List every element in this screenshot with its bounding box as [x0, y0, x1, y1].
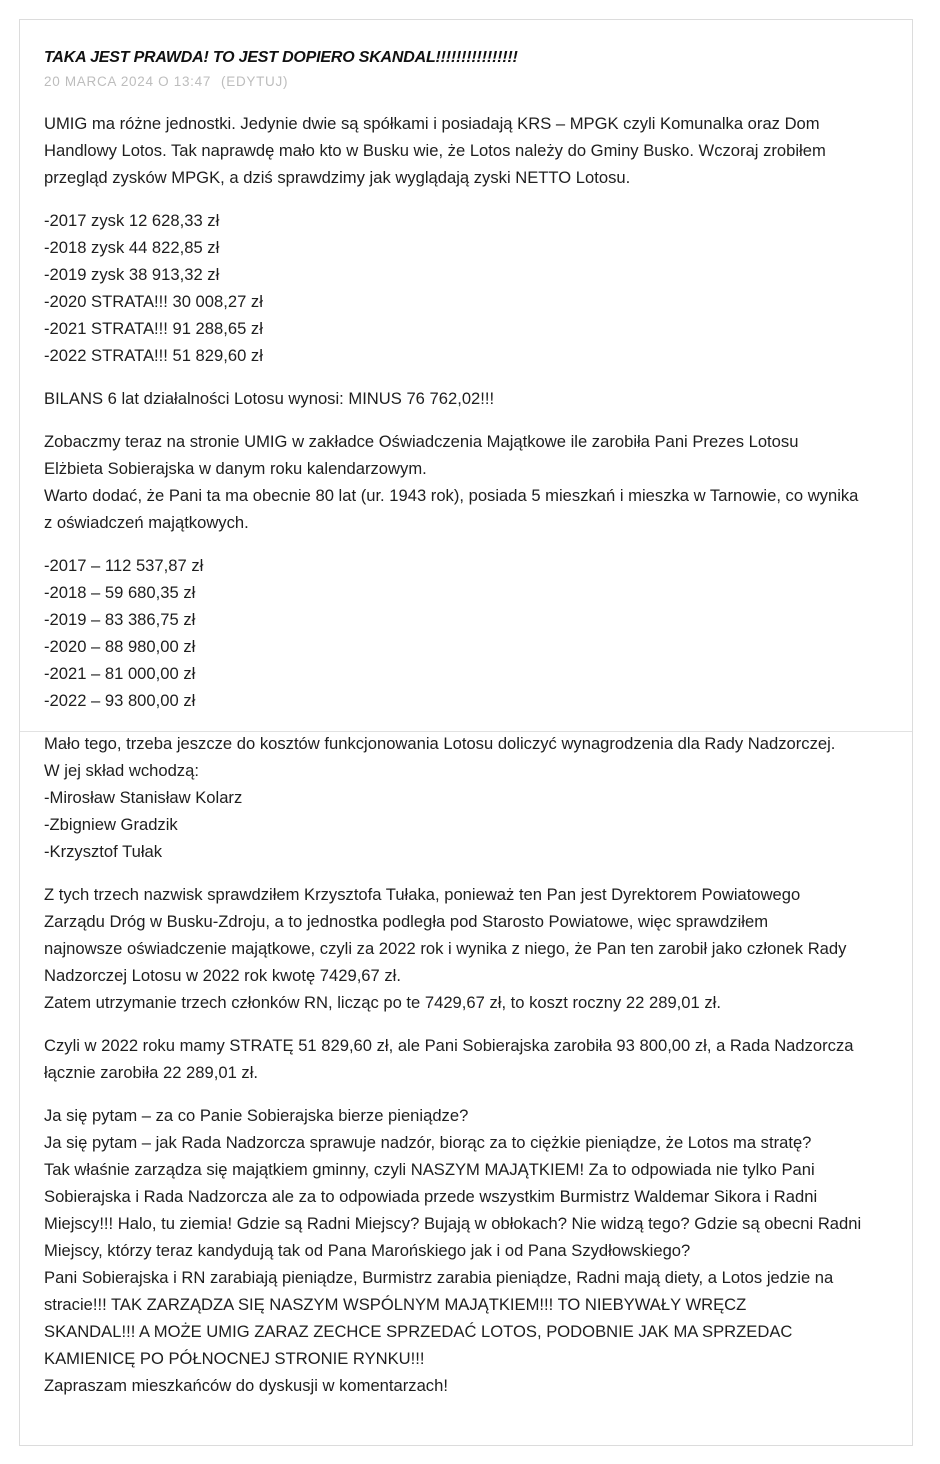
paragraph-line: Zapraszam mieszkańców do dyskusji w komentarzach! — [44, 1376, 448, 1395]
paragraph-line: KAMIENICĘ PO PÓŁNOCNEJ STRONIE RYNKU!!! — [44, 1349, 425, 1368]
post-paragraph — [44, 110, 896, 191]
post-content — [44, 46, 896, 1415]
post-paragraph — [44, 428, 896, 536]
paragraph-line: Zobaczmy teraz na stronie UMIG w zakładce Oświadczenia Majątkowe ile zarobiła Pani Prezes Lotosu — [44, 432, 799, 451]
paragraph-line: -2020 – 88 980,00 zł — [44, 637, 196, 656]
post-body — [44, 110, 896, 1399]
post-paragraph — [44, 881, 896, 1016]
paragraph-line: W jej skład wchodzą: — [44, 761, 199, 780]
paragraph-line: -2017 zysk 12 628,33 zł — [44, 211, 220, 230]
paragraph-line: z oświadczeń majątkowych. — [44, 513, 249, 532]
paragraph-line: Warto dodać, że Pani ta ma obecnie 80 lat (ur. 1943 rok), posiada 5 mieszkań i mieszka w Tarnowie, co wynika — [44, 486, 859, 505]
paragraph-line: Nadzorczej Lotosu w 2022 rok kwotę 7429,67 zł. — [44, 966, 401, 985]
paragraph-line: SKANDAL!!! A MOŻE UMIG ZARAZ ZECHCE SPRZEDAĆ LOTOS, PODOBNIE JAK MA SPRZEDAC — [44, 1322, 793, 1341]
paragraph-line: łącznie zarobiła 22 289,01 zł. — [44, 1063, 259, 1082]
paragraph-line: Zatem utrzymanie trzech członków RN, licząc po te 7429,67 zł, to koszt roczny 22 289,01 zł. — [44, 993, 721, 1012]
paragraph-line: Sobierajska i Rada Nadzorcza ale za to odpowiada przede wszystkim Burmistrz Waldemar Sikora i Radni — [44, 1187, 818, 1206]
post-card — [19, 19, 913, 1446]
paragraph-line: Pani Sobierajska i RN zarabiają pieniądze, Burmistrz zarabia pieniądze, Radni mają diety, a Lotos jedzie na — [44, 1268, 834, 1287]
paragraph-line: Miejscy, którzy teraz kandydują tak od Pana Marońskiego jak i od Pana Szydłowskiego? — [44, 1241, 691, 1260]
paragraph-line: najnowsze oświadczenie majątkowe, czyli za 2022 rok i wynika z niego, że Pan ten zarobił jako członek Rady — [44, 939, 847, 958]
paragraph-line: przegląd zysków MPGK, a dziś sprawdzimy jak wyglądają zyski NETTO Lotosu. — [44, 168, 631, 187]
paragraph-line: -2019 – 83 386,75 zł — [44, 610, 196, 629]
post-date: 20 MARCA 2024 O 13:47 — [44, 74, 212, 89]
paragraph-line: -Mirosław Stanisław Kolarz — [44, 788, 243, 807]
paragraph-line: -2021 STRATA!!! 91 288,65 zł — [44, 319, 263, 338]
paragraph-line: Handlowy Lotos. Tak naprawdę mało kto w Busku wie, że Lotos należy do Gminy Busko. Wczoraj zrobiłem — [44, 141, 826, 160]
paragraph-line: UMIG ma różne jednostki. Jedynie dwie są spółkami i posiadają KRS – MPGK czyli Komunalka oraz Dom — [44, 114, 820, 133]
post-paragraph — [44, 385, 896, 412]
paragraph-line: Mało tego, trzeba jeszcze do kosztów funkcjonowania Lotosu doliczyć wynagrodzenia dla Rady Nadzorczej. — [44, 734, 836, 753]
paragraph-line: -2018 zysk 44 822,85 zł — [44, 238, 220, 257]
edit-link[interactable]: (EDYTUJ) — [221, 74, 289, 89]
paragraph-line: Czyli w 2022 roku mamy STRATĘ 51 829,60 zł, ale Pani Sobierajska zarobiła 93 800,00 zł, a Rada Nadzorcza — [44, 1036, 854, 1055]
paragraph-line: -2022 – 93 800,00 zł — [44, 691, 196, 710]
paragraph-line: Ja się pytam – jak Rada Nadzorcza sprawuje nadzór, biorąc za to ciężkie pieniądze, że Lotos ma stratę? — [44, 1133, 812, 1152]
paragraph-line: -2019 zysk 38 913,32 zł — [44, 265, 220, 284]
paragraph-line: Miejscy!!! Halo, tu ziemia! Gdzie są Radni Miejscy? Bujają w obłokach? Nie widzą tego? Gdzie są obecni Radni — [44, 1214, 862, 1233]
paragraph-line: stracie!!! TAK ZARZĄDZA SIĘ NASZYM WSPÓLNYM MAJĄTKIEM!!! TO NIEBYWAŁY WRĘCZ — [44, 1295, 747, 1314]
paragraph-line: Z tych trzech nazwisk sprawdziłem Krzysztofa Tułaka, ponieważ ten Pan jest Dyrektorem Powiatowego — [44, 885, 801, 904]
paragraph-line: -2020 STRATA!!! 30 008,27 zł — [44, 292, 263, 311]
post-title[interactable]: TAKA JEST PRAWDA! TO JEST DOPIERO SKANDAL!!!!!!!!!!!!!!!! — [44, 49, 518, 66]
post-paragraph — [44, 207, 896, 369]
paragraph-line: Ja się pytam – za co Panie Sobierajska bierze pieniądze? — [44, 1106, 469, 1125]
paragraph-line: -2017 – 112 537,87 zł — [44, 556, 204, 575]
paragraph-line: -2022 STRATA!!! 51 829,60 zł — [44, 346, 263, 365]
post-paragraph — [44, 1032, 896, 1086]
paragraph-line: -2018 – 59 680,35 zł — [44, 583, 196, 602]
paragraph-line: Tak właśnie zarządza się majątkiem gminny, czyli NASZYM MAJĄTKIEM! Za to odpowiada nie tylko Pani — [44, 1160, 815, 1179]
post-meta — [44, 74, 896, 90]
post-paragraph — [44, 730, 896, 865]
post-paragraph — [44, 552, 896, 714]
paragraph-line: -2021 – 81 000,00 zł — [44, 664, 196, 683]
paragraph-line: -Zbigniew Gradzik — [44, 815, 178, 834]
paragraph-line: BILANS 6 lat działalności Lotosu wynosi: MINUS 76 762,02!!! — [44, 389, 495, 408]
paragraph-line: Zarządu Dróg w Busku-Zdroju, a to jednostka podległa pod Starosto Powiatowe, więc sprawdziłem — [44, 912, 769, 931]
post-paragraph — [44, 1102, 896, 1399]
paragraph-line: Elżbieta Sobierajska w danym roku kalendarzowym. — [44, 459, 427, 478]
paragraph-line: -Krzysztof Tułak — [44, 842, 163, 861]
